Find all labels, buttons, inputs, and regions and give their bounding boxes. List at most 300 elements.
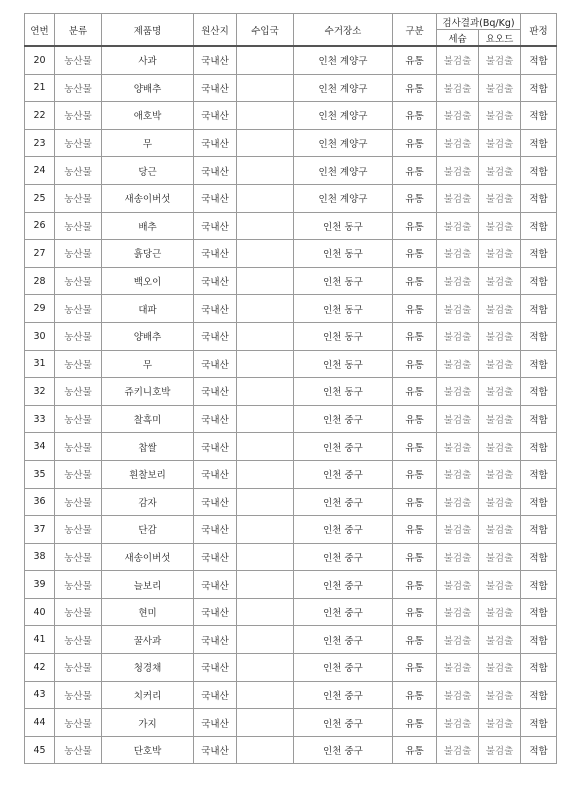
cell-no: 29	[25, 295, 55, 323]
cell-type: 유통	[393, 129, 437, 157]
cell-cesium: 불검출	[437, 295, 479, 323]
cell-cesium: 불검출	[437, 350, 479, 378]
cell-verdict: 적합	[521, 681, 557, 709]
cell-type: 유통	[393, 598, 437, 626]
cell-category: 농산물	[55, 654, 102, 682]
cell-cesium: 불검출	[437, 598, 479, 626]
cell-iodine: 불검출	[479, 46, 521, 74]
cell-origin: 국내산	[194, 736, 237, 764]
cell-origin: 국내산	[194, 460, 237, 488]
cell-type: 유통	[393, 736, 437, 764]
cell-location: 인천 계양구	[294, 157, 393, 185]
cell-location: 인천 중구	[294, 709, 393, 737]
cell-origin: 국내산	[194, 598, 237, 626]
cell-iodine: 불검출	[479, 626, 521, 654]
cell-verdict: 적합	[521, 184, 557, 212]
header-origin: 원산지	[194, 14, 237, 47]
cell-cesium: 불검출	[437, 571, 479, 599]
table-row	[25, 74, 557, 102]
table-row	[25, 184, 557, 212]
cell-no: 35	[25, 460, 55, 488]
header-importer: 수입국	[237, 14, 294, 47]
cell-category: 농산물	[55, 460, 102, 488]
cell-type: 유통	[393, 709, 437, 737]
cell-iodine: 불검출	[479, 267, 521, 295]
cell-location: 인천 계양구	[294, 46, 393, 74]
cell-type: 유통	[393, 295, 437, 323]
cell-category: 농산물	[55, 129, 102, 157]
cell-product: 애호박	[102, 102, 194, 130]
cell-importer	[237, 736, 294, 764]
cell-location: 인천 동구	[294, 212, 393, 240]
cell-verdict: 적합	[521, 74, 557, 102]
cell-verdict: 적합	[521, 433, 557, 461]
cell-cesium: 불검출	[437, 46, 479, 74]
cell-type: 유통	[393, 74, 437, 102]
cell-location: 인천 중구	[294, 460, 393, 488]
cell-importer	[237, 267, 294, 295]
cell-no: 33	[25, 405, 55, 433]
cell-location: 인천 중구	[294, 488, 393, 516]
cell-origin: 국내산	[194, 322, 237, 350]
cell-iodine: 불검출	[479, 129, 521, 157]
cell-product: 새송이버섯	[102, 184, 194, 212]
cell-iodine: 불검출	[479, 571, 521, 599]
table-row	[25, 295, 557, 323]
cell-verdict: 적합	[521, 543, 557, 571]
header-product: 제품명	[102, 14, 194, 47]
cell-iodine: 불검출	[479, 654, 521, 682]
table-row	[25, 267, 557, 295]
cell-iodine: 불검출	[479, 74, 521, 102]
cell-type: 유통	[393, 102, 437, 130]
cell-importer	[237, 543, 294, 571]
cell-iodine: 불검출	[479, 102, 521, 130]
cell-importer	[237, 129, 294, 157]
header-location: 수거장소	[294, 14, 393, 47]
cell-iodine: 불검출	[479, 295, 521, 323]
cell-iodine: 불검출	[479, 736, 521, 764]
cell-product: 현미	[102, 598, 194, 626]
cell-iodine: 불검출	[479, 681, 521, 709]
table-row	[25, 157, 557, 185]
table-row	[25, 709, 557, 737]
cell-product: 새송이버섯	[102, 543, 194, 571]
cell-product: 찹쌀	[102, 433, 194, 461]
cell-iodine: 불검출	[479, 516, 521, 544]
cell-verdict: 적합	[521, 212, 557, 240]
cell-importer	[237, 626, 294, 654]
cell-category: 농산물	[55, 709, 102, 737]
cell-type: 유통	[393, 405, 437, 433]
cell-location: 인천 계양구	[294, 184, 393, 212]
cell-product: 무	[102, 350, 194, 378]
cell-cesium: 불검출	[437, 681, 479, 709]
cell-iodine: 불검출	[479, 378, 521, 406]
cell-type: 유통	[393, 460, 437, 488]
cell-location: 인천 동구	[294, 350, 393, 378]
table-body	[25, 46, 557, 764]
cell-origin: 국내산	[194, 157, 237, 185]
cell-importer	[237, 350, 294, 378]
cell-verdict: 적합	[521, 488, 557, 516]
cell-importer	[237, 709, 294, 737]
cell-product: 대파	[102, 295, 194, 323]
cell-origin: 국내산	[194, 267, 237, 295]
cell-product: 쥬키니호박	[102, 378, 194, 406]
cell-no: 26	[25, 212, 55, 240]
cell-cesium: 불검출	[437, 102, 479, 130]
cell-location: 인천 중구	[294, 405, 393, 433]
cell-category: 농산물	[55, 267, 102, 295]
cell-verdict: 적합	[521, 571, 557, 599]
cell-type: 유통	[393, 543, 437, 571]
cell-verdict: 적합	[521, 405, 557, 433]
cell-location: 인천 중구	[294, 516, 393, 544]
cell-type: 유통	[393, 350, 437, 378]
cell-type: 유통	[393, 516, 437, 544]
cell-importer	[237, 157, 294, 185]
cell-cesium: 불검출	[437, 626, 479, 654]
cell-type: 유통	[393, 626, 437, 654]
cell-location: 인천 중구	[294, 681, 393, 709]
cell-origin: 국내산	[194, 654, 237, 682]
cell-product: 흙당근	[102, 240, 194, 268]
cell-product: 늘보리	[102, 571, 194, 599]
cell-importer	[237, 460, 294, 488]
cell-verdict: 적합	[521, 598, 557, 626]
cell-cesium: 불검출	[437, 460, 479, 488]
header-iodine: 요오드	[479, 30, 521, 47]
cell-location: 인천 계양구	[294, 102, 393, 130]
cell-verdict: 적합	[521, 267, 557, 295]
table-row	[25, 654, 557, 682]
table-row	[25, 626, 557, 654]
cell-origin: 국내산	[194, 184, 237, 212]
cell-category: 농산물	[55, 488, 102, 516]
cell-type: 유통	[393, 378, 437, 406]
cell-iodine: 불검출	[479, 212, 521, 240]
cell-iodine: 불검출	[479, 460, 521, 488]
table-row	[25, 460, 557, 488]
cell-importer	[237, 681, 294, 709]
cell-origin: 국내산	[194, 433, 237, 461]
cell-importer	[237, 598, 294, 626]
table-row	[25, 212, 557, 240]
cell-no: 24	[25, 157, 55, 185]
cell-type: 유통	[393, 212, 437, 240]
cell-origin: 국내산	[194, 212, 237, 240]
cell-iodine: 불검출	[479, 433, 521, 461]
cell-verdict: 적합	[521, 350, 557, 378]
cell-location: 인천 동구	[294, 295, 393, 323]
cell-verdict: 적합	[521, 129, 557, 157]
cell-product: 당근	[102, 157, 194, 185]
cell-no: 37	[25, 516, 55, 544]
cell-cesium: 불검출	[437, 378, 479, 406]
cell-product: 가지	[102, 709, 194, 737]
cell-importer	[237, 433, 294, 461]
header-category: 분류	[55, 14, 102, 47]
cell-cesium: 불검출	[437, 322, 479, 350]
cell-importer	[237, 378, 294, 406]
cell-importer	[237, 405, 294, 433]
cell-product: 양배추	[102, 322, 194, 350]
cell-origin: 국내산	[194, 129, 237, 157]
table-row	[25, 736, 557, 764]
cell-no: 32	[25, 378, 55, 406]
table-row	[25, 516, 557, 544]
cell-iodine: 불검출	[479, 184, 521, 212]
table-row	[25, 46, 557, 74]
cell-verdict: 적합	[521, 654, 557, 682]
cell-type: 유통	[393, 488, 437, 516]
cell-location: 인천 계양구	[294, 74, 393, 102]
cell-no: 39	[25, 571, 55, 599]
cell-no: 23	[25, 129, 55, 157]
cell-cesium: 불검출	[437, 267, 479, 295]
cell-category: 농산물	[55, 598, 102, 626]
cell-category: 농산물	[55, 240, 102, 268]
table-row	[25, 102, 557, 130]
cell-location: 인천 동구	[294, 267, 393, 295]
cell-iodine: 불검출	[479, 322, 521, 350]
cell-product: 단호박	[102, 736, 194, 764]
cell-cesium: 불검출	[437, 74, 479, 102]
cell-category: 농산물	[55, 433, 102, 461]
cell-product: 꿀사과	[102, 626, 194, 654]
cell-location: 인천 중구	[294, 571, 393, 599]
header-type: 구분	[393, 14, 437, 47]
cell-importer	[237, 184, 294, 212]
cell-category: 농산물	[55, 405, 102, 433]
cell-type: 유통	[393, 46, 437, 74]
header-cesium: 세슘	[437, 30, 479, 47]
cell-iodine: 불검출	[479, 157, 521, 185]
cell-location: 인천 중구	[294, 598, 393, 626]
cell-location: 인천 동구	[294, 240, 393, 268]
table-row	[25, 129, 557, 157]
cell-origin: 국내산	[194, 295, 237, 323]
cell-verdict: 적합	[521, 460, 557, 488]
cell-product: 청경채	[102, 654, 194, 682]
cell-verdict: 적합	[521, 102, 557, 130]
inspection-results-document	[24, 13, 557, 764]
cell-location: 인천 중구	[294, 626, 393, 654]
cell-origin: 국내산	[194, 405, 237, 433]
cell-verdict: 적합	[521, 46, 557, 74]
cell-cesium: 불검출	[437, 543, 479, 571]
cell-cesium: 불검출	[437, 157, 479, 185]
cell-type: 유통	[393, 267, 437, 295]
cell-type: 유통	[393, 240, 437, 268]
cell-category: 농산물	[55, 322, 102, 350]
cell-no: 30	[25, 322, 55, 350]
inspection-results-table	[24, 13, 557, 764]
cell-location: 인천 동구	[294, 322, 393, 350]
cell-category: 농산물	[55, 46, 102, 74]
cell-type: 유통	[393, 157, 437, 185]
cell-product: 감자	[102, 488, 194, 516]
cell-category: 농산물	[55, 571, 102, 599]
cell-location: 인천 중구	[294, 433, 393, 461]
cell-origin: 국내산	[194, 709, 237, 737]
cell-verdict: 적합	[521, 378, 557, 406]
cell-category: 농산물	[55, 543, 102, 571]
cell-importer	[237, 488, 294, 516]
cell-importer	[237, 240, 294, 268]
cell-origin: 국내산	[194, 46, 237, 74]
cell-iodine: 불검출	[479, 598, 521, 626]
cell-location: 인천 동구	[294, 378, 393, 406]
cell-verdict: 적합	[521, 516, 557, 544]
cell-category: 농산물	[55, 350, 102, 378]
cell-product: 치커리	[102, 681, 194, 709]
cell-verdict: 적합	[521, 295, 557, 323]
cell-product: 사과	[102, 46, 194, 74]
cell-product: 단감	[102, 516, 194, 544]
cell-no: 31	[25, 350, 55, 378]
cell-location: 인천 중구	[294, 736, 393, 764]
cell-no: 38	[25, 543, 55, 571]
cell-no: 36	[25, 488, 55, 516]
cell-no: 41	[25, 626, 55, 654]
cell-verdict: 적합	[521, 709, 557, 737]
table-row	[25, 433, 557, 461]
cell-category: 농산물	[55, 378, 102, 406]
cell-iodine: 불검출	[479, 350, 521, 378]
cell-cesium: 불검출	[437, 129, 479, 157]
cell-no: 27	[25, 240, 55, 268]
cell-importer	[237, 654, 294, 682]
cell-location: 인천 중구	[294, 654, 393, 682]
cell-category: 농산물	[55, 295, 102, 323]
table-row	[25, 543, 557, 571]
table-row	[25, 240, 557, 268]
cell-iodine: 불검출	[479, 488, 521, 516]
cell-iodine: 불검출	[479, 543, 521, 571]
cell-cesium: 불검출	[437, 709, 479, 737]
cell-product: 백오이	[102, 267, 194, 295]
cell-importer	[237, 212, 294, 240]
header-verdict: 판정	[521, 14, 557, 47]
cell-category: 농산물	[55, 102, 102, 130]
cell-cesium: 불검출	[437, 516, 479, 544]
cell-type: 유통	[393, 184, 437, 212]
cell-iodine: 불검출	[479, 405, 521, 433]
cell-category: 농산물	[55, 184, 102, 212]
table-row	[25, 322, 557, 350]
cell-no: 40	[25, 598, 55, 626]
cell-origin: 국내산	[194, 681, 237, 709]
cell-category: 농산물	[55, 212, 102, 240]
cell-origin: 국내산	[194, 74, 237, 102]
cell-no: 42	[25, 654, 55, 682]
cell-type: 유통	[393, 571, 437, 599]
cell-no: 34	[25, 433, 55, 461]
cell-location: 인천 계양구	[294, 129, 393, 157]
cell-category: 농산물	[55, 626, 102, 654]
header-result-group: 검사결과(Bq/Kg)	[437, 14, 521, 30]
cell-product: 배추	[102, 212, 194, 240]
cell-importer	[237, 295, 294, 323]
cell-category: 농산물	[55, 157, 102, 185]
cell-category: 농산물	[55, 516, 102, 544]
cell-origin: 국내산	[194, 102, 237, 130]
cell-no: 28	[25, 267, 55, 295]
cell-type: 유통	[393, 433, 437, 461]
cell-type: 유통	[393, 322, 437, 350]
table-row	[25, 405, 557, 433]
cell-iodine: 불검출	[479, 240, 521, 268]
cell-category: 농산물	[55, 736, 102, 764]
table-row	[25, 681, 557, 709]
cell-type: 유통	[393, 654, 437, 682]
table-row	[25, 598, 557, 626]
cell-origin: 국내산	[194, 516, 237, 544]
cell-no: 45	[25, 736, 55, 764]
header-no: 연번	[25, 14, 55, 47]
cell-origin: 국내산	[194, 626, 237, 654]
cell-product: 무	[102, 129, 194, 157]
table-row	[25, 488, 557, 516]
cell-cesium: 불검출	[437, 433, 479, 461]
cell-cesium: 불검출	[437, 488, 479, 516]
cell-cesium: 불검출	[437, 184, 479, 212]
cell-cesium: 불검출	[437, 405, 479, 433]
cell-importer	[237, 322, 294, 350]
table-row	[25, 378, 557, 406]
cell-no: 44	[25, 709, 55, 737]
cell-cesium: 불검출	[437, 240, 479, 268]
cell-origin: 국내산	[194, 543, 237, 571]
cell-origin: 국내산	[194, 378, 237, 406]
table-row	[25, 571, 557, 599]
cell-no: 21	[25, 74, 55, 102]
cell-verdict: 적합	[521, 626, 557, 654]
cell-verdict: 적합	[521, 736, 557, 764]
table-row	[25, 350, 557, 378]
cell-cesium: 불검출	[437, 736, 479, 764]
cell-category: 농산물	[55, 681, 102, 709]
cell-importer	[237, 74, 294, 102]
cell-importer	[237, 571, 294, 599]
cell-category: 농산물	[55, 74, 102, 102]
cell-origin: 국내산	[194, 488, 237, 516]
cell-origin: 국내산	[194, 240, 237, 268]
cell-verdict: 적합	[521, 322, 557, 350]
cell-iodine: 불검출	[479, 709, 521, 737]
cell-importer	[237, 46, 294, 74]
cell-importer	[237, 102, 294, 130]
cell-no: 20	[25, 46, 55, 74]
cell-product: 양배추	[102, 74, 194, 102]
cell-verdict: 적합	[521, 240, 557, 268]
cell-product: 찰흑미	[102, 405, 194, 433]
cell-product: 흰찰보리	[102, 460, 194, 488]
cell-location: 인천 중구	[294, 543, 393, 571]
cell-no: 22	[25, 102, 55, 130]
cell-cesium: 불검출	[437, 212, 479, 240]
cell-no: 43	[25, 681, 55, 709]
cell-verdict: 적합	[521, 157, 557, 185]
cell-no: 25	[25, 184, 55, 212]
cell-origin: 국내산	[194, 350, 237, 378]
cell-importer	[237, 516, 294, 544]
cell-cesium: 불검출	[437, 654, 479, 682]
cell-origin: 국내산	[194, 571, 237, 599]
cell-type: 유통	[393, 681, 437, 709]
